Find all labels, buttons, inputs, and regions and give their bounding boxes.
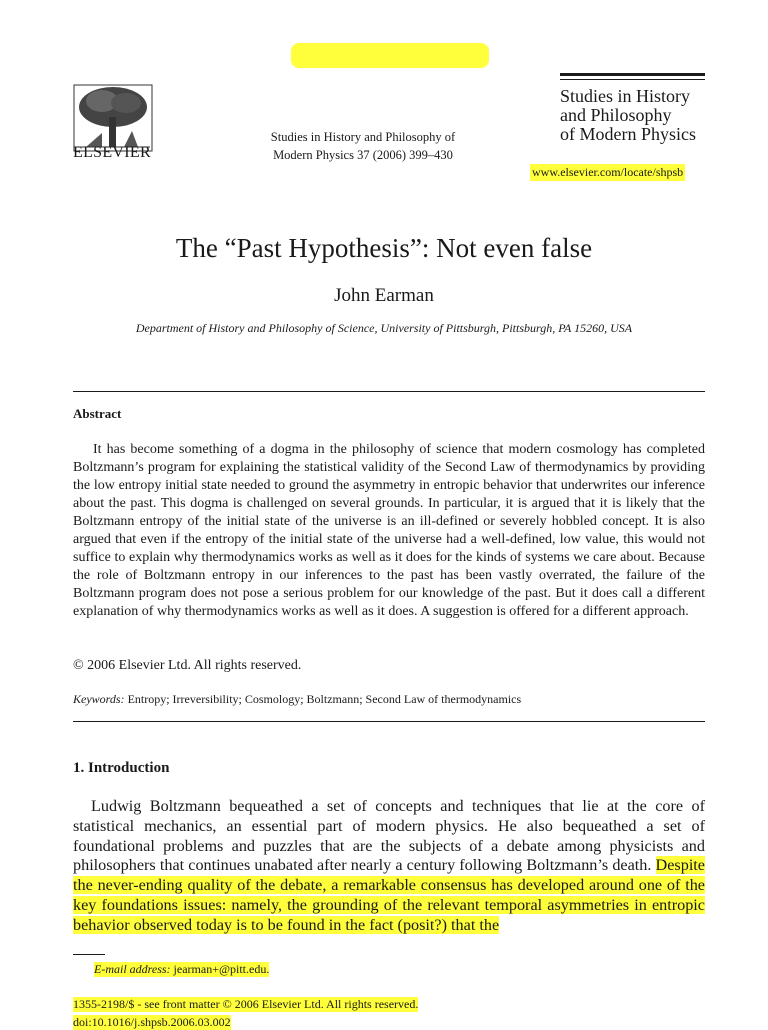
footnote-email-label: E-mail address:: [94, 962, 171, 976]
abstract-heading: Abstract: [73, 406, 122, 421]
footnote-rule: [73, 954, 105, 955]
citation-line-1: Studies in History and Philosophy of: [270, 130, 456, 144]
introduction-paragraph: [73, 797, 705, 936]
journal-title-line-2: and Philosophy: [560, 105, 672, 125]
footnote-email-address[interactable]: jearman+@pitt.edu.: [173, 962, 270, 976]
divider-bottom: [73, 721, 705, 722]
highlight-bar: [291, 43, 489, 68]
journal-title-line-3: of Modern Physics: [560, 124, 696, 144]
journal-title-line-1: Studies in History: [560, 86, 691, 106]
footer-doi[interactable]: doi:10.1016/j.shpsb.2006.03.002: [73, 1015, 231, 1029]
citation-line-2: Modern Physics 37 (2006) 399–430: [273, 148, 453, 162]
footer-issn: 1355-2198/$ - see front matter © 2006 Elsevier Ltd. All rights reserved.: [73, 997, 419, 1011]
article-author: John Earman: [334, 285, 434, 306]
footnote-email: [94, 962, 269, 977]
article-title: The “Past Hypothesis”: Not even false: [175, 233, 593, 263]
keywords-list: Entropy; Irreversibility; Cosmology; Boltzmann; Second Law of thermodynamics: [127, 692, 522, 706]
author-affiliation: Department of History and Philosophy of Science, University of Pittsburgh, Pittsburgh, PA 15260, USA: [135, 321, 633, 335]
publisher-name: ELSEVIER: [73, 144, 151, 161]
keywords-label: Keywords:: [73, 692, 125, 706]
intro-text-highlighted: Despite the never-ending quality of the debate, a remarkable consensus has developed around one of the key foundations issues: namely, the grounding of the relevant temporal asymmetries in entropic behavior observed today is to be found in the fact (posit?) that the: [73, 856, 705, 934]
abstract-text: It has become something of a dogma in the philosophy of science that modern cosmology has completed Boltzmann’s program for explaining the statistical validity of the Second Law of thermodynamics by providing the low entropy initial state needed to ground the asymmetry in entropic behavior that underwrites our inference about the past. This dogma is challenged on several grounds. In particular, it is argued that it is likely that the Boltzmann entropy of the initial state of the universe is an ill-defined or severely hobbled concept. It is also argued that even if the entropy of the initial state of the universe had a well-defined, low value, this would not suffice to explain why thermodynamics works as well as it does for the kinds of systems we care about. Because the role of Boltzmann entropy in our inferences to the past has been vastly overrated, the failure of the Boltzmann program does not pose a serious problem for our knowledge of the past. But it does call a different explanation of why thermodynamics works as well as it does. A suggestion is offered for a different approach.: [73, 442, 705, 619]
keywords: [73, 692, 521, 707]
divider-top: [73, 391, 705, 392]
journal-citation: [220, 128, 506, 164]
abstract-copyright: © 2006 Elsevier Ltd. All rights reserved.: [73, 658, 302, 673]
section-heading-introduction: 1. Introduction: [73, 760, 170, 776]
journal-url-link[interactable]: www.elsevier.com/locate/shpsb: [532, 165, 684, 179]
intro-text-plain: Ludwig Boltzmann bequeathed a set of concepts and techniques that lie at the core of statistical mechanics, an essential part of modern physics. He also bequeathed a set of foundational problems and puzzles that are the subjects of a debate among physicists and philosophers that continues unabated after nearly a century following Boltzmann’s death.: [73, 797, 705, 875]
journal-rule-thick: [560, 73, 705, 76]
journal-rule-thin: [560, 79, 705, 80]
journal-title: [560, 87, 696, 144]
